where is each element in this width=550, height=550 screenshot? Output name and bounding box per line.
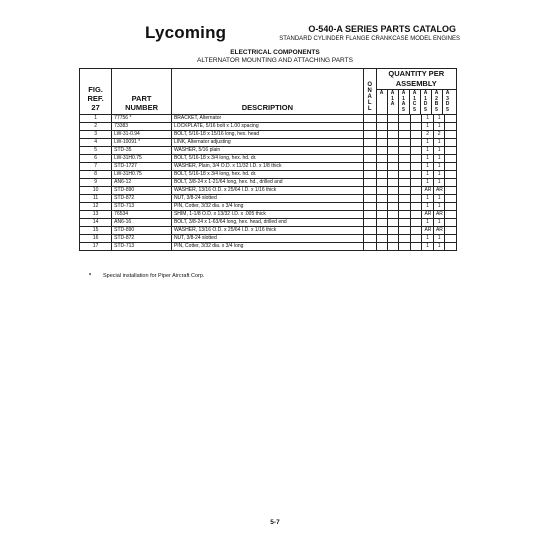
footnote-text: Special installation for Piper Aircraft Corp. (103, 273, 205, 279)
table-row (80, 123, 457, 131)
quantity-cell (445, 211, 457, 219)
description-cell: BOLT, 5/16-18 x 3/4 long, hex. hd. dr. (171, 155, 363, 163)
quantity-cell (399, 171, 410, 179)
section-subtitle: ALTERNATOR MOUNTING AND ATTACHING PARTS (197, 57, 353, 64)
quantity-cell (399, 211, 410, 219)
quantity-cell (399, 203, 410, 211)
on-all-cell (363, 243, 376, 251)
catalog-subtitle: STANDARD CYLINDER FLANGE CRANKCASE MODEL ENGINES (279, 36, 460, 42)
part-number-cell: STD-872 (112, 195, 172, 203)
on-all-cell (363, 171, 376, 179)
quantity-cell (399, 155, 410, 163)
ref-cell: 11 (80, 195, 112, 203)
part-number-cell: AN6-12 (112, 179, 172, 187)
on-all-cell (363, 203, 376, 211)
quantity-cell (410, 227, 421, 235)
part-number-cell: STD-713 (112, 243, 172, 251)
ref-cell: 9 (80, 179, 112, 187)
table-row (80, 219, 457, 227)
quantity-cell (399, 187, 410, 195)
ref-cell: 7 (80, 163, 112, 171)
quantity-cell (410, 235, 421, 243)
table-row (80, 131, 457, 139)
quantity-cell (445, 131, 457, 139)
description-cell: WASHER, 5/16 plain (171, 147, 363, 155)
on-all-cell (363, 147, 376, 155)
description-cell: WASHER, 13/16 O.D. x 25/64 I.D. x 1/16 thick (171, 187, 363, 195)
description-cell: LOCKPLATE, 5/16 bolt x 1.00 spacing (171, 123, 363, 131)
table-row (80, 147, 457, 155)
ref-cell: 16 (80, 235, 112, 243)
quantity-cell (410, 243, 421, 251)
description-cell: SHIM, 1-1/8 O.D. x 13/32 I.D. x .005 thick (171, 211, 363, 219)
quantity-cell (410, 171, 421, 179)
quantity-cell (376, 179, 387, 187)
quantity-cell (388, 115, 399, 123)
quantity-cell (399, 139, 410, 147)
description-cell: PIN, Cotter, 3/32 dia. x 3/4 long (171, 203, 363, 211)
assembly-label: ASSEMBLY (395, 79, 437, 88)
part-number-cell: STD-1727 (112, 163, 172, 171)
quantity-cell (410, 139, 421, 147)
quantity-cell (376, 163, 387, 171)
quantity-cell (445, 171, 457, 179)
on-all-header: O N A L L (363, 69, 376, 115)
part-number-cell: LW-10091 * (112, 139, 172, 147)
ref-number: 27 (91, 103, 100, 112)
part-number-cell: 77756 * (112, 115, 172, 123)
quantity-cell (445, 115, 457, 123)
on-all-cell (363, 187, 376, 195)
quantity-cell: 1 (422, 203, 433, 211)
table-header-row (80, 69, 457, 115)
assembly-col-header: A 1 A 5 (399, 90, 410, 114)
quantity-cell: 1 (422, 163, 433, 171)
part-number-cell: STD-713 (112, 203, 172, 211)
assembly-col-header: A 1 A (388, 90, 399, 114)
ref-cell: 3 (80, 131, 112, 139)
parts-table-body (80, 115, 457, 251)
part-number-cell: STD-890 (112, 227, 172, 235)
description-cell: BOLT, 3/8-24 x 1-21/64 long, hex. hd., drilled and (171, 179, 363, 187)
quantity-cell (376, 139, 387, 147)
quantity-cell (410, 147, 421, 155)
table-row (80, 155, 457, 163)
quantity-cell (376, 227, 387, 235)
quantity-cell (445, 179, 457, 187)
quantity-cell: 1 (422, 243, 433, 251)
part-number-cell: LW-31H0.75 (112, 171, 172, 179)
quantity-cell (388, 219, 399, 227)
quantity-cell: 1 (422, 171, 433, 179)
quantity-cell: 1 (422, 179, 433, 187)
on-all-cell (363, 195, 376, 203)
quantity-cell: 1 (422, 155, 433, 163)
table-row (80, 211, 457, 219)
quantity-cell: 1 (433, 147, 444, 155)
quantity-cell (388, 123, 399, 131)
quantity-cell (445, 163, 457, 171)
quantity-cell (388, 131, 399, 139)
catalog-title: O-540-A SERIES PARTS CATALOG (308, 24, 456, 34)
ref-cell: 13 (80, 211, 112, 219)
quantity-cell: 1 (433, 163, 444, 171)
quantity-cell (410, 131, 421, 139)
quantity-cell (399, 123, 410, 131)
ref-cell: 17 (80, 243, 112, 251)
description-cell: LINK, Alternator adjusting (171, 139, 363, 147)
on-all-cell (363, 131, 376, 139)
quantity-cell (410, 187, 421, 195)
description-cell: WASHER, 13/16 O.D. x 25/64 I.D. x 1/16 thick (171, 227, 363, 235)
quantity-cell: 1 (422, 235, 433, 243)
quantity-cell (410, 163, 421, 171)
quantity-cell (376, 243, 387, 251)
assembly-col-header: A 3 D 5 (445, 90, 450, 113)
quantity-cell: 1 (433, 171, 444, 179)
on-all-cell (363, 155, 376, 163)
quantity-cell: AR (433, 227, 444, 235)
quantity-cell: 1 (433, 139, 444, 147)
quantity-cell (388, 171, 399, 179)
quantity-cell (388, 195, 399, 203)
table-row (80, 179, 457, 187)
fig-label: FIG. (88, 85, 103, 94)
fig-ref-header (80, 69, 112, 115)
on-all-cell (363, 139, 376, 147)
on-all-cell (363, 115, 376, 123)
assembly-col-header: A 2 B 5 (432, 90, 443, 114)
quantity-cell (399, 147, 410, 155)
quantity-cell (388, 139, 399, 147)
part-number-cell: STD-872 (112, 235, 172, 243)
part-number-cell: STD-890 (112, 187, 172, 195)
part-number-cell: AN6-16 (112, 219, 172, 227)
assembly-col-header: A 1 C 5 (410, 90, 421, 114)
quantity-cell (410, 219, 421, 227)
footnote-symbol: * (89, 273, 92, 279)
quantity-cell: 1 (422, 139, 433, 147)
ref-cell: 6 (80, 155, 112, 163)
assembly-col-header: A 1 D 5 (421, 90, 432, 114)
quantity-cell: 1 (433, 179, 444, 187)
quantity-label: QUANTITY PER (388, 69, 445, 78)
quantity-cell (445, 227, 457, 235)
number-label: NUMBER (125, 103, 159, 112)
quantity-cell (388, 235, 399, 243)
quantity-cell (445, 243, 457, 251)
quantity-cell (376, 219, 387, 227)
quantity-cell (376, 131, 387, 139)
ref-cell: 5 (80, 147, 112, 155)
parts-table (79, 68, 457, 251)
description-cell: NUT, 3/8-24 slotted (171, 195, 363, 203)
part-number-cell: LW-31-0.94 (112, 131, 172, 139)
quantity-cell (376, 211, 387, 219)
footnote (89, 273, 205, 279)
quantity-cell (410, 195, 421, 203)
quantity-cell: AR (422, 187, 433, 195)
ref-cell: 10 (80, 187, 112, 195)
quantity-cell: 2 (422, 131, 433, 139)
quantity-cell (445, 235, 457, 243)
table-row (80, 195, 457, 203)
ref-label: REF. (87, 94, 104, 103)
quantity-cell: 1 (422, 219, 433, 227)
description-cell: BOLT, 3/8-24 x 1-63/64 long, hex. head, drilled end (171, 219, 363, 227)
quantity-cell: 1 (433, 115, 444, 123)
quantity-cell (445, 155, 457, 163)
quantity-cell (399, 179, 410, 187)
quantity-cell (445, 123, 457, 131)
table-row (80, 227, 457, 235)
quantity-cell (399, 219, 410, 227)
quantity-cell (410, 203, 421, 211)
part-number-cell: STD-35 (112, 147, 172, 155)
quantity-header (376, 69, 456, 115)
quantity-cell (388, 163, 399, 171)
quantity-cell (388, 203, 399, 211)
quantity-cell (410, 155, 421, 163)
quantity-cell (388, 147, 399, 155)
quantity-cell (410, 179, 421, 187)
quantity-cell (410, 123, 421, 131)
section-title: ELECTRICAL COMPONENTS (230, 49, 320, 56)
table-row (80, 115, 457, 123)
quantity-cell (445, 219, 457, 227)
quantity-cell: 1 (433, 203, 444, 211)
quantity-cell (376, 171, 387, 179)
quantity-cell: 1 (422, 147, 433, 155)
quantity-cell: AR (422, 211, 433, 219)
on-all-cell (363, 219, 376, 227)
table-row (80, 243, 457, 251)
assembly-col-header: A (377, 90, 388, 114)
quantity-cell (445, 139, 457, 147)
quantity-cell (445, 187, 457, 195)
description-cell: BOLT, 5/16-18 x 3/4 long, hex. hd. dr. (171, 171, 363, 179)
brand-name: Lycoming (145, 23, 227, 42)
part-number-header (112, 69, 172, 115)
quantity-cell (376, 235, 387, 243)
quantity-cell (399, 115, 410, 123)
part-number-cell: 73383 (112, 123, 172, 131)
quantity-cell: 1 (433, 219, 444, 227)
quantity-cell (399, 235, 410, 243)
ref-cell: 15 (80, 227, 112, 235)
quantity-cell (376, 187, 387, 195)
quantity-cell: AR (433, 211, 444, 219)
ref-cell: 12 (80, 203, 112, 211)
quantity-cell (388, 155, 399, 163)
quantity-cell: 1 (422, 123, 433, 131)
quantity-cell (445, 147, 457, 155)
quantity-cell: 1 (433, 155, 444, 163)
table-row (80, 163, 457, 171)
quantity-cell (376, 115, 387, 123)
ref-cell: 1 (80, 115, 112, 123)
quantity-cell (399, 243, 410, 251)
quantity-cell (388, 179, 399, 187)
on-all-cell (363, 227, 376, 235)
ref-cell: 2 (80, 123, 112, 131)
table-row (80, 203, 457, 211)
quantity-cell (410, 115, 421, 123)
part-number-cell: 76534 (112, 211, 172, 219)
quantity-cell: AR (433, 187, 444, 195)
quantity-cell (399, 131, 410, 139)
description-cell: BRACKET, Alternator (171, 115, 363, 123)
quantity-cell: 2 (433, 131, 444, 139)
table-row (80, 187, 457, 195)
quantity-cell (376, 155, 387, 163)
on-all-cell (363, 211, 376, 219)
description-cell: PIN, Cotter, 3/32 dia. x 3/4 long (171, 243, 363, 251)
table-row (80, 171, 457, 179)
quantity-cell (376, 147, 387, 155)
quantity-cell: 1 (433, 195, 444, 203)
quantity-cell: AR (422, 227, 433, 235)
quantity-cell (388, 187, 399, 195)
quantity-cell: 1 (433, 123, 444, 131)
on-all-cell (363, 163, 376, 171)
description-header: DESCRIPTION (171, 69, 363, 115)
on-all-cell (363, 179, 376, 187)
quantity-cell (376, 195, 387, 203)
quantity-cell (399, 163, 410, 171)
quantity-cell (388, 211, 399, 219)
part-label: PART (131, 94, 152, 103)
description-cell: WASHER, Plain, 3/4 O.D. x 11/32 I.D. x 1/8 thick (171, 163, 363, 171)
quantity-cell: 1 (422, 115, 433, 123)
description-cell: BOLT, 5/16-18 x 15/16 long, hex. head (171, 131, 363, 139)
ref-cell: 14 (80, 219, 112, 227)
quantity-cell (399, 227, 410, 235)
quantity-cell (445, 203, 457, 211)
quantity-cell (399, 195, 410, 203)
table-row (80, 235, 457, 243)
quantity-cell (410, 211, 421, 219)
on-all-cell (363, 235, 376, 243)
part-number-cell: LW-31H0.75 (112, 155, 172, 163)
page-number: 5-7 (270, 519, 280, 526)
quantity-cell (388, 227, 399, 235)
quantity-cell (376, 123, 387, 131)
description-cell: NUT, 3/8-24 slotted (171, 235, 363, 243)
on-all-cell (363, 123, 376, 131)
quantity-cell (388, 243, 399, 251)
quantity-cell (445, 195, 457, 203)
ref-cell: 4 (80, 139, 112, 147)
quantity-cell: 1 (422, 195, 433, 203)
table-row (80, 139, 457, 147)
quantity-cell (376, 203, 387, 211)
ref-cell: 8 (80, 171, 112, 179)
quantity-cell: 1 (433, 243, 444, 251)
quantity-cell: 1 (433, 235, 444, 243)
